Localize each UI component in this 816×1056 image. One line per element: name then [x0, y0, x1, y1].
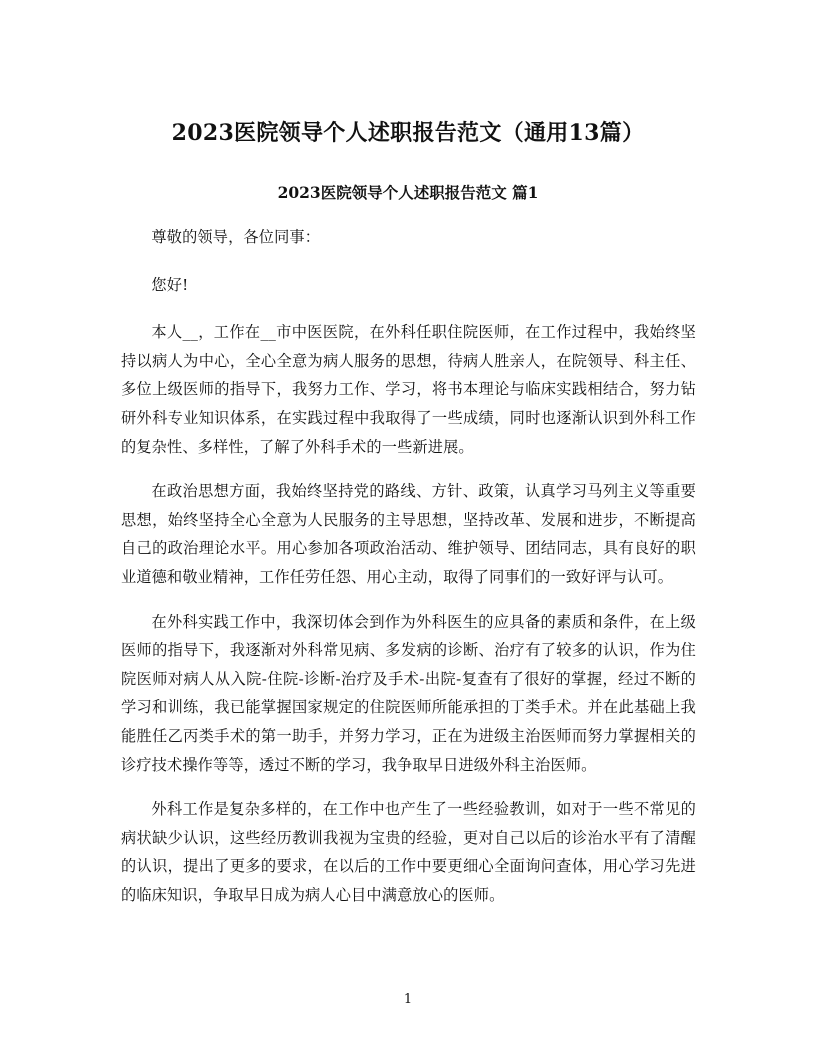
body-paragraph: 在外科实践工作中，我深切体会到作为外科医生的应具备的素质和条件，在上级医师的指导下，我逐渐对外科常见病、多发病的诊断、治疗有了较多的认识，作为住院医师对病人从入院-住院-诊断-治疗及手术-出院-复查有了很好的掌握，经过不断的学习和训练，我已能掌握国家规定的住院医师所能承担的丁类手术。并在此基础上我能胜任乙丙类手术的第一助手，并努力学习，正在为进级主治医师而努力掌握相关的诊疗技术操作等等，透过不断的学习，我争取早日进级外科主治医师。 [121, 612, 696, 774]
document-body [121, 223, 696, 925]
salutation-paragraph: 尊敬的领导，各位同事： [151, 228, 321, 246]
section-heading: 2023医院领导个人述职报告范文 篇1 [277, 183, 539, 202]
body-paragraph: 在政治思想方面，我始终坚持党的路线、方针、政策，认真学习马列主义等重要思想，始终坚持全心全意为人民服务的主导思想，坚持改革、发展和进步，不断提高自己的政治理论水平。用心参加各项政治活动、维护领导、团结同志，具有良好的职业道德和敬业精神，工作任劳任怨、用心主动，取得了同事们的一致好评与认可。 [121, 482, 696, 586]
page-number: 1 [403, 992, 413, 1007]
greeting-paragraph: 您好! [151, 275, 189, 294]
body-paragraph: 本人__，工作在__市中医医院，在外科任职住院医师，在工作过程中，我始终坚持以病人为中心，全心全意为病人服务的思想，待病人胜亲人，在院领导、科主任、多位上级医师的指导下，我努力工作、学习，将书本理论与临床实践相结合，努力钻研外科专业知识体系，在实践过程中我取得了一些成绩，同时也逐渐认识到外科工作的复杂性、多样性，了解了外科手术的一些新进展。 [121, 323, 696, 456]
document-title: 2023医院领导个人述职报告范文（通用13篇） [171, 120, 645, 146]
body-paragraph: 外科工作是复杂多样的，在工作中也产生了一些经验教训，如对于一些不常见的病状缺少认识，这些经历教训我视为宝贵的经验，更对自己以后的诊治水平有了清醒的认识，提出了更多的要求，在以后的工作中要更细心全面询问查体，用心学习先进的临床知识，争取早日成为病人心目中满意放心的医师。 [121, 800, 696, 904]
